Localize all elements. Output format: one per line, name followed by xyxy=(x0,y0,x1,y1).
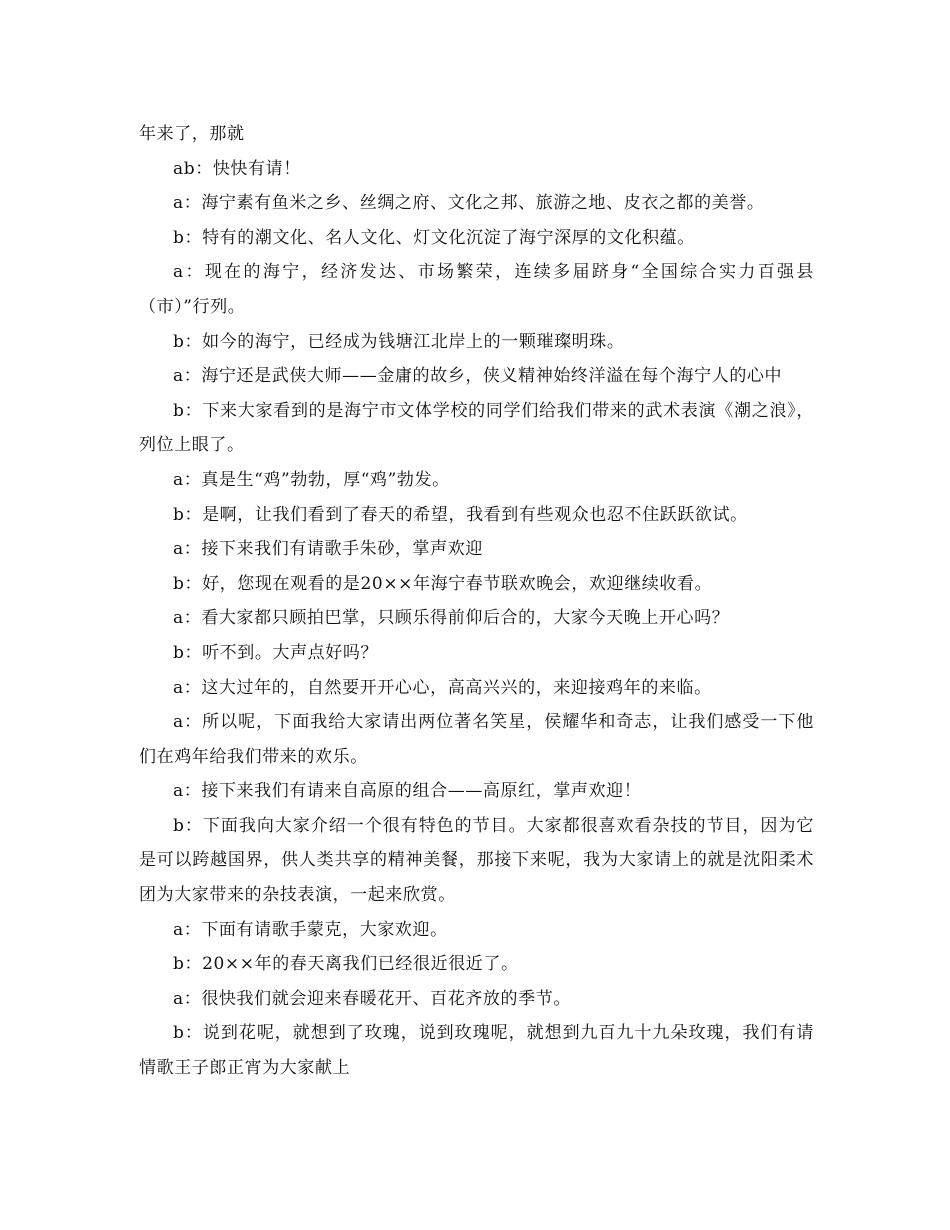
paragraph: a：现在的海宁，经济发达、市场繁荣，连续多届跻身“全国综合实力百强县（市）”行列。 xyxy=(139,262,814,317)
paragraph: 年来了，那就 xyxy=(139,124,245,144)
paragraph: b：说到花呢，就想到了玫瑰，说到玫瑰呢，就想到九百九十九朵玫瑰，我们有请情歌王子郎正宵为大家献上 xyxy=(139,1023,814,1079)
paragraph: a：下面有请歌手蒙克，大家欢迎。 xyxy=(173,919,448,940)
paragraph: a：看大家都只顾拍巴掌，只顾乐得前仰后合的，大家今天晚上开心吗？ xyxy=(173,608,730,629)
paragraph: b：特有的潮文化、名人文化、灯文化沉淀了海宁深厚的文化积蕴。 xyxy=(173,227,695,248)
paragraph: a：海宁还是武侠大师——金庸的故乡，侠义精神始终洋溢在每个海宁人的心中 xyxy=(173,366,783,387)
paragraph: b：下面我向大家介绍一个很有特色的节目。大家都很喜欢看杂技的节目，因为它是可以跨越国界，供人类共享的精神美餐，那接下来呢，我为大家请上的就是沈阳柔术团为大家带来的杂技表演，一起来欣赏。 xyxy=(139,815,814,906)
paragraph: b：是啊，让我们看到了春天的希望，我看到有些观众也忍不住跃跃欲试。 xyxy=(173,504,748,525)
document-page xyxy=(139,117,814,1086)
paragraph: a：接下来我们有请来自高原的组合——高原红，掌声欢迎！ xyxy=(173,781,642,802)
paragraph: b：好，您现在观看的是20××年海宁春节联欢晚会，欢迎继续收看。 xyxy=(173,573,713,594)
paragraph: a：这大过年的，自然要开开心心，高高兴兴的，来迎接鸡年的来临。 xyxy=(173,677,712,698)
paragraph: a：接下来我们有请歌手朱砂，掌声欢迎 xyxy=(173,539,483,560)
paragraph: b：20××年的春天离我们已经很近很近了。 xyxy=(173,954,519,975)
paragraph: a：海宁素有鱼米之乡、丝绸之府、文化之邦、旅游之地、皮衣之都的美誉。 xyxy=(173,193,765,214)
paragraph: ab：快快有请！ xyxy=(173,158,301,179)
paragraph: a：很快我们就会迎来春暖花开、百花齐放的季节。 xyxy=(173,988,571,1009)
paragraph: b：如今的海宁，已经成为钱塘江北岸上的一颗璀璨明珠。 xyxy=(173,331,625,352)
paragraph: b：听不到。大声点好吗？ xyxy=(173,642,379,663)
paragraph: a：真是生“鸡”勃勃，厚“鸡”勃发。 xyxy=(173,469,450,490)
paragraph: a：所以呢，下面我给大家请出两位著名笑星，侯耀华和奇志，让我们感受一下他们在鸡年给我们带来的欢乐。 xyxy=(139,712,814,767)
paragraph: b：下来大家看到的是海宁市文体学校的同学们给我们带来的武术表演《潮之浪》，列位上眼了。 xyxy=(139,400,814,456)
